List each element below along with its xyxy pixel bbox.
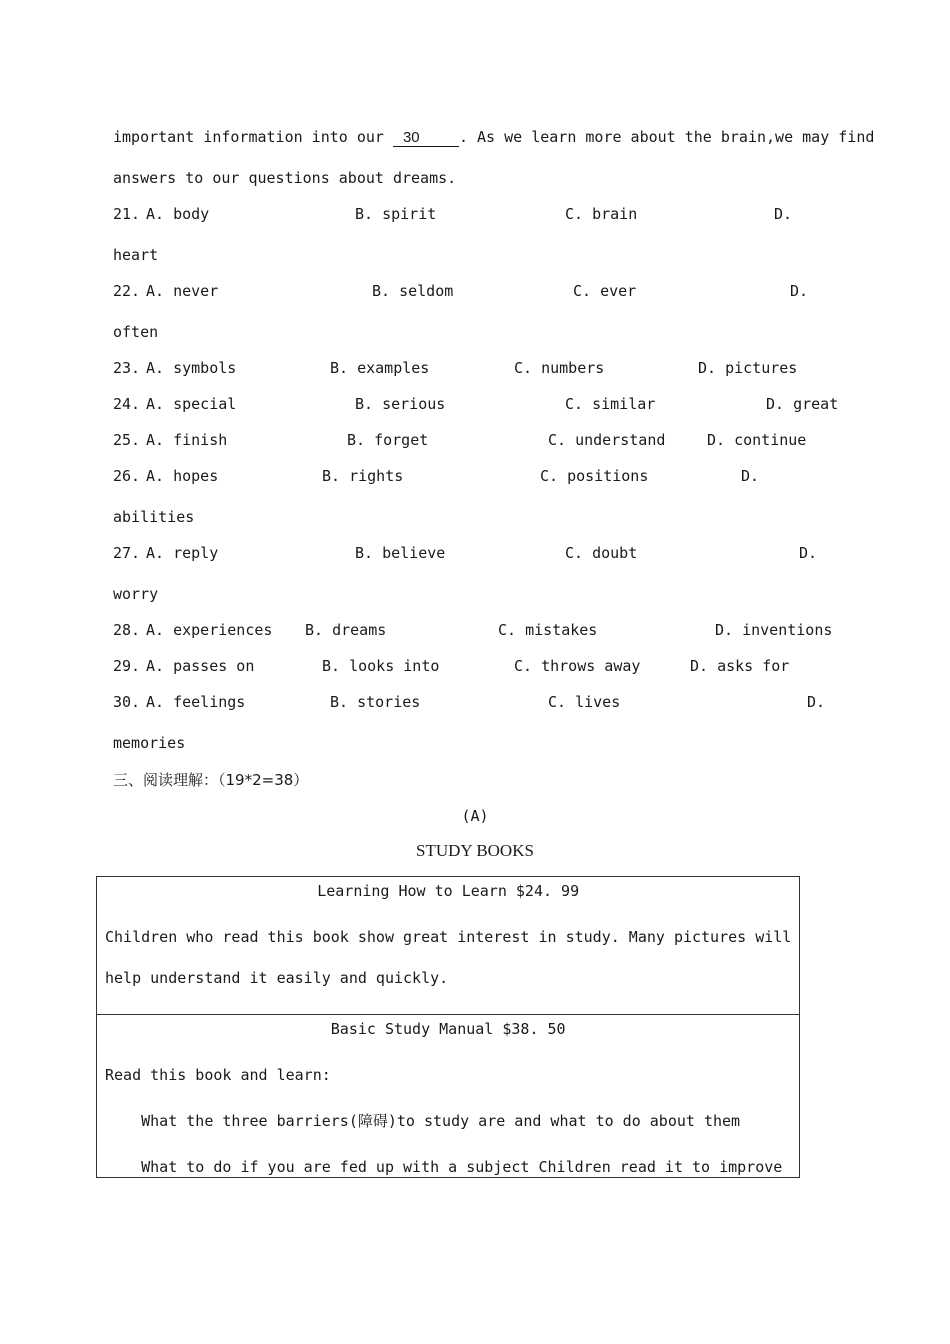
option-b: B. forget xyxy=(347,431,429,449)
option-a: A. symbols xyxy=(146,359,237,377)
option-d: D. xyxy=(774,205,793,223)
question-number: 25. xyxy=(113,431,141,449)
book-text-line: What the three barriers(障碍)to study are and what to do about them xyxy=(105,1112,741,1130)
option-b: B. seldom xyxy=(372,282,454,300)
option-a: A. finish xyxy=(146,431,228,449)
option-a: A. reply xyxy=(146,544,219,562)
option-d-text: often xyxy=(113,323,159,341)
book-cell xyxy=(97,877,800,1015)
option-a: A. experiences xyxy=(146,621,273,639)
option-d-text: heart xyxy=(113,246,159,264)
option-c: C. lives xyxy=(548,693,621,711)
book-title: Learning How to Learn $24. 99 xyxy=(317,882,580,900)
question-number: 23. xyxy=(113,359,141,377)
question-number: 29. xyxy=(113,657,141,675)
books-table xyxy=(96,876,800,1178)
section-heading: 三、阅读理解：（19*2=38） xyxy=(113,771,309,789)
option-b: B. believe xyxy=(355,544,446,562)
book-text-line: help understand it easily and quickly. xyxy=(105,969,449,987)
option-c: C. mistakes xyxy=(498,621,598,639)
option-a: A. special xyxy=(146,395,237,413)
option-a: A. passes on xyxy=(146,657,255,675)
option-b: B. looks into xyxy=(322,657,440,675)
option-a: A. body xyxy=(146,205,210,223)
option-d-text: worry xyxy=(113,585,159,603)
option-b: B. spirit xyxy=(355,205,437,223)
question-number: 28. xyxy=(113,621,141,639)
question-number: 21. xyxy=(113,205,141,223)
option-d-text: abilities xyxy=(113,508,195,526)
question-number: 26. xyxy=(113,467,141,485)
book-cell xyxy=(97,1015,800,1178)
question-number: 24. xyxy=(113,395,141,413)
question-number: 22. xyxy=(113,282,141,300)
option-c: C. throws away xyxy=(514,657,641,675)
option-d-text: memories xyxy=(113,734,186,752)
option-d: D. pictures xyxy=(698,359,798,377)
option-d: D. continue xyxy=(707,431,807,449)
option-c: C. understand xyxy=(548,431,666,449)
option-b: B. rights xyxy=(322,467,404,485)
option-c: C. positions xyxy=(540,467,649,485)
option-b: B. serious xyxy=(355,395,446,413)
option-b: B. stories xyxy=(330,693,421,711)
question-number: 27. xyxy=(113,544,141,562)
option-c: C. doubt xyxy=(565,544,638,562)
option-a: A. feelings xyxy=(146,693,246,711)
section-title: STUDY BOOKS xyxy=(416,841,534,860)
book-text-line: Read this book and learn: xyxy=(105,1066,331,1084)
option-a: A. hopes xyxy=(146,467,219,485)
option-b: B. examples xyxy=(330,359,430,377)
option-d: D. great xyxy=(766,395,839,413)
option-d: D. xyxy=(807,693,826,711)
book-row xyxy=(97,1015,800,1178)
passage-line-1: important information into our 30 . As we learn more about the brain,we may find xyxy=(113,128,875,146)
answer-blank: 30 xyxy=(393,130,459,147)
option-c: C. numbers xyxy=(514,359,605,377)
question-number: 30. xyxy=(113,693,141,711)
part-label: (A) xyxy=(461,807,489,825)
book-text-line: Children who read this book show great interest in study. Many pictures will xyxy=(105,928,792,946)
option-c: C. brain xyxy=(565,205,638,223)
option-b: B. dreams xyxy=(305,621,387,639)
option-d: D. asks for xyxy=(690,657,790,675)
option-c: C. similar xyxy=(565,395,656,413)
book-text-line: What to do if you are fed up with a subject Children read it to improve xyxy=(105,1158,783,1176)
option-c: C. ever xyxy=(573,282,637,300)
book-title: Basic Study Manual $38. 50 xyxy=(330,1020,566,1038)
option-d: D. xyxy=(790,282,809,300)
option-a: A. never xyxy=(146,282,219,300)
book-row xyxy=(97,877,800,1015)
passage-line-2: answers to our questions about dreams. xyxy=(113,169,457,187)
option-d: D. xyxy=(799,544,818,562)
option-d: D. inventions xyxy=(715,621,833,639)
option-d: D. xyxy=(741,467,760,485)
